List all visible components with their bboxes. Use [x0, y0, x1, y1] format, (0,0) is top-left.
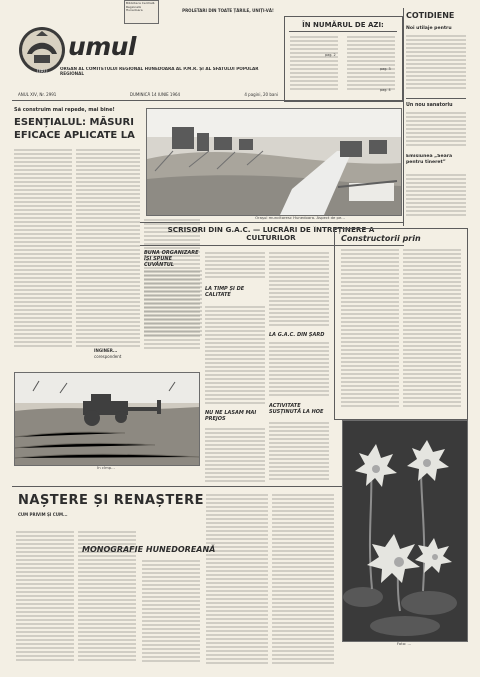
cotidiene-article-3-title: Emisiunea „Seară pentru tineret”	[406, 154, 453, 165]
section-subhead-1: BUNA ORGANIZARE ÎȘI SPUNE CUVÂNTUL	[144, 250, 199, 268]
main-article-col-1	[14, 149, 72, 355]
constructors-col-1	[341, 249, 399, 409]
top-photo-caption: Orașul muncitoresc Hunedoara. Aspect de pe...	[255, 216, 345, 220]
flower-photo	[342, 420, 468, 642]
section-col-1-a	[144, 270, 202, 340]
masthead-logo-text: DRU	[36, 69, 48, 75]
cotidiene-article-3-text	[406, 174, 466, 222]
constructors-col-2	[403, 249, 461, 409]
constructors-title: Constructorii prin	[341, 234, 421, 243]
section-top-rule	[140, 222, 404, 223]
in-issue-page-4: pag. 4	[380, 88, 391, 92]
cotidiene-rule-1	[406, 98, 466, 99]
newspaper-subtitle: ORGAN AL COMITETULUI REGIONAL HUNEDOARA AL P.M.R. ȘI AL SFATULUI POPULAR REGIONAL	[60, 67, 259, 76]
in-issue-page-2: pag. 2	[325, 53, 336, 57]
section-title: SCRISORI DIN G.A.C. — LUCRĂRI DE ÎNTREȚINERE A CULTURILOR	[167, 226, 375, 242]
in-issue-title: ÎN NUMĂRUL DE AZI:	[302, 21, 384, 29]
newspaper-title: umul	[68, 32, 136, 61]
library-stamp-text: Biblioteca Centrală Regională Hunedoara	[126, 1, 155, 12]
cotidiene-left-rule	[403, 8, 404, 226]
section-col-3-b	[269, 342, 329, 400]
bottom-col-5	[272, 494, 334, 666]
in-issue-page-3: pag. 3	[380, 67, 391, 71]
bottom-deck: CUM PRIVIM ȘI CUM...	[18, 512, 68, 517]
tractor-photo	[14, 372, 200, 466]
main-article-kicker: Să construim mai repede, mai bine!	[14, 107, 115, 113]
masthead	[12, 18, 277, 86]
section-subhead-3: NU NE LĂSĂM MAI PREJOS	[205, 410, 257, 422]
section-col-2-c	[205, 428, 265, 486]
cotidiene-article-1-title: Noi utilaje pentru	[406, 26, 452, 31]
main-article-byline: corespondent	[94, 354, 122, 359]
cotidiene-title: COTIDIENE	[406, 11, 455, 20]
section-col-2-b	[205, 306, 265, 408]
section-col-3-c	[269, 422, 329, 484]
bottom-top-rule	[12, 486, 342, 487]
in-issue-left-text	[290, 36, 338, 92]
section-col-2-a	[205, 252, 265, 282]
bottom-col-3	[142, 560, 200, 666]
bottom-subheadline: MONOGRAFIE HUNEDOREANĂ	[82, 545, 216, 554]
top-photo	[146, 108, 402, 216]
section-subhead-2: LA TIMP ȘI DE CALITATE	[205, 286, 245, 298]
issue-date: DUMINICĂ 14 IUNIE 1964	[129, 92, 181, 97]
in-issue-title-rule	[289, 31, 397, 32]
main-article-signature: INGINER...	[94, 348, 118, 353]
section-col-3-a	[269, 252, 329, 328]
main-article-col-2	[76, 149, 140, 355]
section-subhead-5: ACTIVITATE SUSȚINUTĂ LA HOE	[269, 403, 324, 415]
flower-photo-image	[343, 421, 467, 641]
tractor-photo-image	[15, 373, 199, 465]
cotidiene-column	[406, 10, 466, 226]
town-photo-image	[147, 109, 401, 215]
section-subhead-4: LA G.A.C. DIN ȘARD	[269, 332, 325, 338]
cotidiene-article-2-title: Un nou sanatoriu	[406, 103, 453, 108]
masthead-motto: PROLETARI DIN TOATE ȚĂRILE, UNIȚI-VĂ!	[182, 8, 274, 13]
bottom-headline: NAȘTERE ȘI RENAȘTERE	[18, 493, 205, 508]
cotidiene-article-1-text	[406, 35, 466, 93]
tractor-photo-caption: În cîmp...	[97, 466, 115, 470]
issue-price: 4 pagini, 20 bani	[244, 92, 278, 97]
cotidiene-article-2-text	[406, 112, 466, 150]
in-issue-right-text	[347, 36, 395, 92]
constructors-box	[334, 228, 468, 420]
bottom-col-4	[206, 494, 268, 666]
bottom-col-1	[16, 531, 74, 666]
issue-number: ANUL XIV, Nr. 2991	[18, 92, 57, 97]
flower-photo-caption: Foto: ...	[396, 642, 412, 646]
main-article-headline: ESENȚIALUL: MĂSURI EFICACE APLICATE LA	[14, 117, 135, 141]
in-issue-box	[284, 16, 403, 102]
